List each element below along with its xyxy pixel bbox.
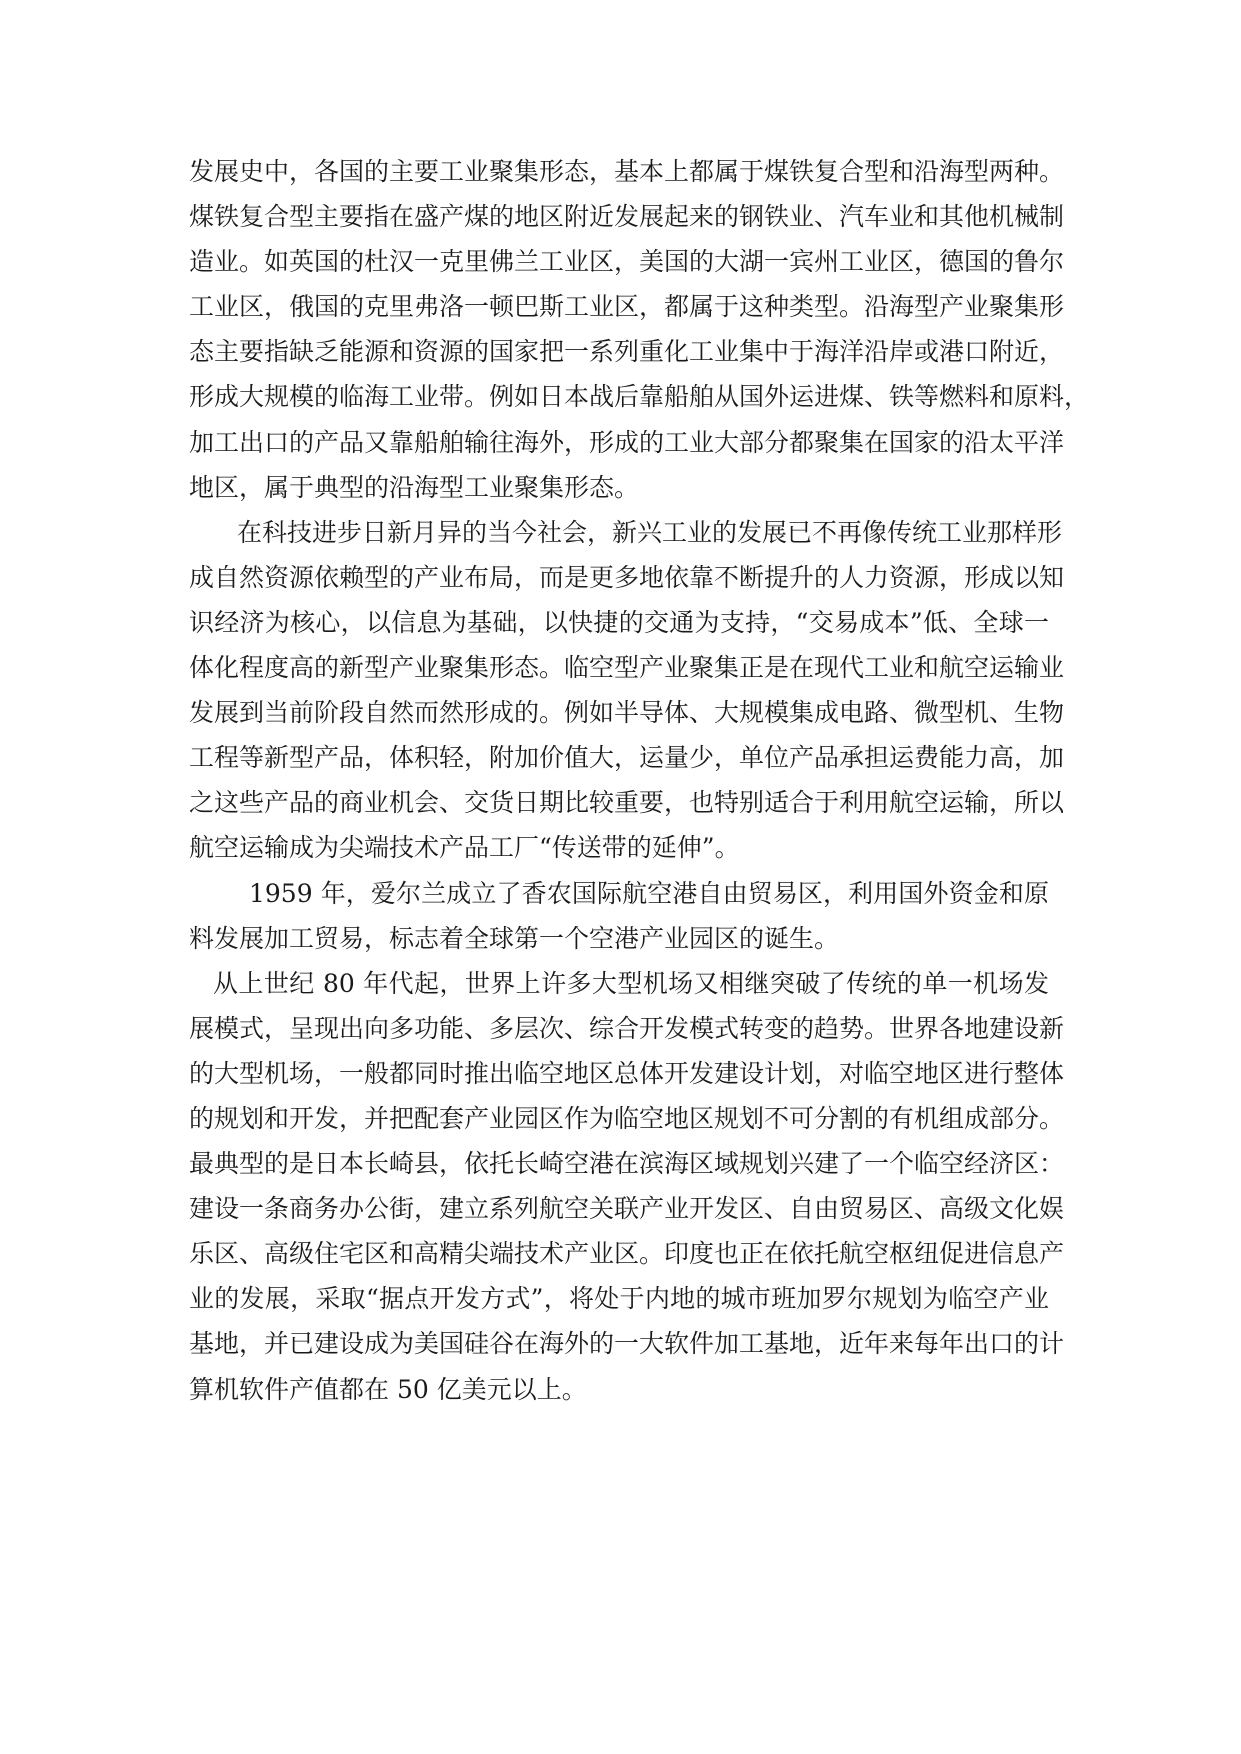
text-line: 发展到当前阶段自然而然形成的。例如半导体、大规模集成电路、微型机、生物 (189, 698, 1065, 728)
text-line: 1959 年，爱尔兰成立了香农国际航空港自由贸易区，利用国外资金和原 (249, 878, 1049, 908)
text-line: 工程等新型产品，体积轻，附加价值大，运量少，单位产品承担运费能力高，加 (189, 743, 1065, 773)
text-line: 料发展加工贸易，标志着全球第一个空港产业园区的诞生。 (189, 923, 840, 953)
text-line: 从上世纪 80 年代起，世界上许多大型机场又相继突破了传统的单一机场发 (213, 968, 1049, 998)
text-line: 造业。如英国的杜汉一克里佛兰工业区，美国的大湖一宾州工业区，德国的鲁尔 (189, 247, 1065, 277)
text-line: 识经济为核心，以信息为基础，以快捷的交通为支持，“交易成本”低、全球一 (189, 607, 1049, 637)
text-line: 建设一条商务办公街，建立系列航空关联产业开发区、自由贸易区、高级文化娱 (189, 1194, 1065, 1224)
text-line: 态主要指缺乏能源和资源的国家把一系列重化工业集中于海洋沿岸或港口附近， (189, 337, 1065, 367)
text-line: 的规划和开发，并把配套产业园区作为临空地区规划不可分割的有机组成部分。 (189, 1103, 1065, 1133)
paragraph-shannon (189, 871, 1049, 961)
text-line: 在科技进步日新月异的当今社会，新兴工业的发展已不再像传统工业那样形 (237, 517, 1063, 547)
text-line: 体化程度高的新型产业聚集形态。临空型产业聚集正是在现代工业和航空运输业 (189, 653, 1065, 683)
text-line: 之这些产品的商业机会、交货日期比较重要，也特别适合于利用航空运输，所以 (189, 788, 1065, 818)
text-line: 最典型的是日本长崎县，依托长崎空港在滨海区域规划兴建了一个临空经济区： (189, 1149, 1065, 1179)
text-line: 地区，属于典型的沿海型工业聚集形态。 (189, 472, 640, 502)
text-line: 的大型机场，一般都同时推出临空地区总体开发建设计划，对临空地区进行整体 (189, 1058, 1065, 1088)
text-line: 基地，并已建设成为美国硅谷在海外的一大软件加工基地，近年来每年出口的计 (189, 1329, 1065, 1359)
text-line: 算机软件产值都在 50 亿美元以上。 (189, 1374, 587, 1404)
text-line: 形成大规模的临海工业带。例如日本战后靠船舶从国外运进煤、铁等燃料和原料， (189, 382, 1090, 412)
text-line: 成自然资源依赖型的产业布局，而是更多地依靠不断提升的人力资源，形成以知 (189, 562, 1065, 592)
paragraph-airport-development (189, 961, 1065, 1412)
text-line: 乐区、高级住宅区和高精尖端技术产业区。印度也正在依托航空枢纽促进信息产 (189, 1239, 1065, 1269)
text-line: 业的发展，采取“据点开发方式”，将处于内地的城市班加罗尔规划为临空产业 (189, 1284, 1049, 1314)
text-line: 工业区，俄国的克里弗洛一顿巴斯工业区，都属于这种类型。沿海型产业聚集形 (189, 292, 1065, 322)
text-line: 煤铁复合型主要指在盛产煤的地区附近发展起来的钢铁业、汽车业和其他机械制 (189, 202, 1065, 232)
document-body (189, 149, 1090, 1412)
text-line: 航空运输成为尖端技术产品工厂“传送带的延伸”。 (189, 833, 740, 863)
text-line: 发展史中，各国的主要工业聚集形态，基本上都属于煤铁复合型和沿海型两种。 (189, 157, 1065, 186)
paragraph-industrial-clusters (189, 149, 1090, 510)
text-line: 展模式，呈现出向多功能、多层次、综合开发模式转变的趋势。世界各地建设新 (189, 1013, 1065, 1043)
paragraph-airport-clusters (189, 510, 1065, 871)
text-line: 加工出口的产品又靠船舶输往海外，形成的工业大部分都聚集在国家的沿太平洋 (189, 427, 1065, 457)
